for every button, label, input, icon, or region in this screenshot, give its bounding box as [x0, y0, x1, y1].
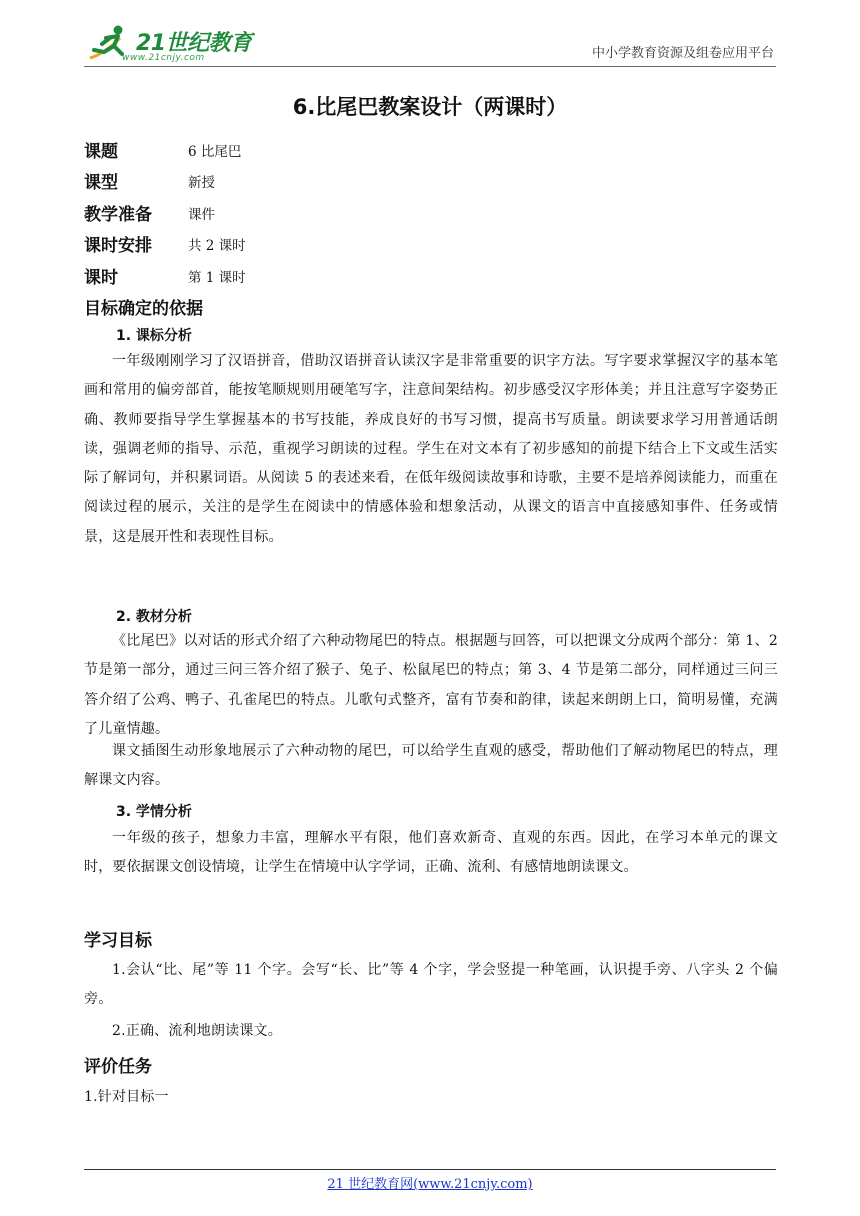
page-header: [84, 22, 776, 66]
info-key: 课型: [84, 173, 118, 193]
paragraph-students: 一年级的孩子，想象力丰富，理解水平有限，他们喜欢新奇、直观的东西。因此，在学习本单元的课文时，要依据课文创设情境，让学生在情境中认字学词，正确、流利、有感情地朗读课文。: [84, 830, 778, 876]
task-1: 1.针对目标一: [84, 1089, 169, 1105]
info-value: 第 1 课时: [188, 270, 246, 286]
platform-name: 中小学教育资源及组卷应用平台: [591, 46, 774, 61]
section-heading-tasks: 评价任务: [84, 1057, 152, 1077]
logo-text: 21世纪教育: [136, 31, 252, 56]
section-heading-basis: 目标确定的依据: [84, 299, 203, 319]
goal-2: 2.正确、流利地朗读课文。: [112, 1023, 282, 1039]
info-value: 课件: [188, 207, 215, 223]
paragraph-textbook-1: 《比尾巴》以对话的形式介绍了六种动物尾巴的特点。根据题与回答，可以把课文分成两个部分：第 1、2 节是第一部分，通过三问三答介绍了猴子、兔子、松鼠尾巴的特点；第 3、4 节是第二部分，同样通过三问三答介绍了公鸡、鸭子、孔雀尾巴的特点。儿歌句式整齐，富有节奏和韵律，读起来朗朗上口，简明易懂，充满了儿童情趣。: [84, 633, 778, 737]
info-key: 教学准备: [84, 205, 152, 225]
info-value: 共 2 课时: [188, 238, 246, 254]
header-divider: [84, 66, 776, 67]
subheading-students: 3. 学情分析: [116, 804, 192, 820]
footer-link[interactable]: 21 世纪教育网(www.21cnjy.com): [327, 1177, 533, 1192]
paragraph-curriculum: 一年级刚刚学习了汉语拼音，借助汉语拼音认读汉字是非常重要的识字方法。写字要求掌握汉字的基本笔画和常用的偏旁部首，能按笔顺规则用硬笔写字，注意间架结构。初步感受汉字形体美；并且注意写字姿势正确、教师要指导学生掌握基本的书写技能，养成良好的书写习惯，提高书写质量。朗读要求学习用普通话朗读，强调老师的指导、示范，重视学习朗读的过程。学生在对文本有了初步感知的前提下结合上下文或生活实际了解词句，并积累词语。从阅读 5 的表述来看，在低年级阅读故事和诗歌，主要不是培养阅读能力，而重在阅读过程的展示，关注的是学生在阅读中的情感体验和想象活动，从课文的语言中直接感知事件、任务或情景，这是展开性和表现性目标。: [84, 353, 778, 545]
info-value: 新授: [188, 175, 215, 191]
logo: [84, 22, 254, 66]
paragraph-textbook-2: 课文插图生动形象地展示了六种动物的尾巴，可以给学生直观的感受，帮助他们了解动物尾巴的特点，理解课文内容。: [84, 743, 778, 789]
info-key: 课题: [84, 142, 118, 162]
section-heading-goals: 学习目标: [84, 931, 152, 951]
goal-1: 1.会认“比、尾”等 11 个字。会写“长、比”等 4 个字，学会竖提一种笔画，认识提手旁、八字头 2 个偏旁。: [84, 962, 778, 1008]
subheading-textbook: 2. 教材分析: [116, 609, 192, 625]
logo-url: www.21cnjy.com: [122, 53, 205, 63]
page-title: 6.比尾巴教案设计（两课时）: [292, 95, 568, 119]
footer-divider: [84, 1169, 776, 1170]
info-value: 6 比尾巴: [188, 144, 242, 160]
info-key: 课时安排: [84, 236, 152, 256]
subheading-curriculum: 1. 课标分析: [116, 328, 192, 344]
info-key: 课时: [84, 268, 118, 288]
